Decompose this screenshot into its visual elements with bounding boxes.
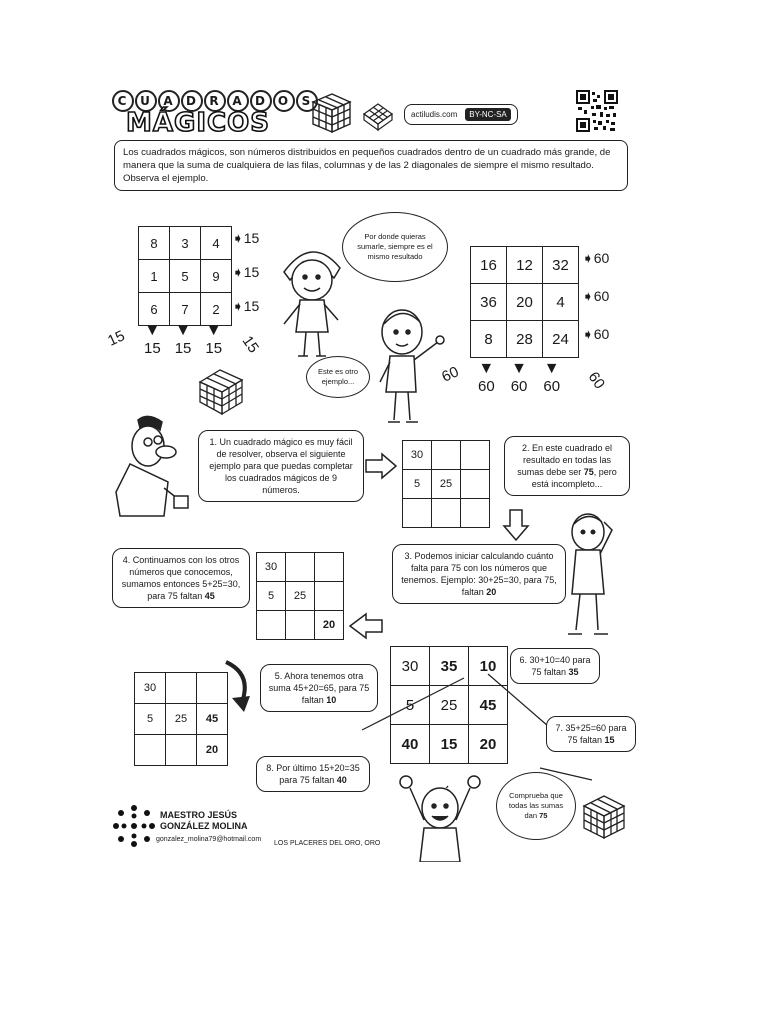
grid-cell (286, 611, 315, 640)
grid-row (257, 553, 344, 582)
step-text: 5. Ahora tenemos otra suma 45+20=65, para 75 faltan (268, 671, 370, 705)
step-result: 35 (568, 667, 579, 677)
grid-cell: 45 (197, 704, 228, 735)
grid-cell: 8 (139, 227, 170, 260)
title-letter: A (158, 90, 180, 112)
step-text: 2. En este cuadrado el resultado en todas las sumas debe ser (517, 443, 613, 477)
worksheet (105, 84, 632, 864)
grid-cell (432, 441, 461, 470)
grid-row (471, 284, 579, 321)
step-text: 6. 30+10=40 para 75 faltan (519, 655, 591, 677)
author-name (160, 810, 248, 832)
grid-cell: 5 (403, 470, 432, 499)
col-sums-15 (144, 322, 222, 357)
diag-sum-left: 60 (439, 363, 462, 386)
arrow-down-icon (502, 508, 530, 542)
speech-result: 75 (539, 811, 548, 820)
grid-row (471, 247, 579, 284)
grid-cell: 24 (543, 321, 579, 358)
col-sum: ▼ 15 (174, 322, 192, 357)
step-result: 10 (326, 695, 337, 705)
grid-cell (403, 499, 432, 528)
arrow-right-icon (364, 452, 398, 480)
step-text: 3. Podemos iniciar calculando cuánto falta para 75 con los números que tenemos. Ejemplo: 30+25=30, para 75, faltan (401, 551, 557, 597)
step-4-box (112, 548, 250, 608)
grid-cell (166, 735, 197, 766)
step-text: 7. 35+25=60 para 75 faltan (555, 723, 627, 745)
grid-cell: 40 (391, 725, 430, 764)
grid-cell: 7 (170, 293, 201, 326)
step-text: , pero está incompleto... (531, 467, 617, 489)
grid-cell: 5 (135, 704, 166, 735)
grid-cell: 12 (507, 247, 543, 284)
speech-bubble-boy (306, 356, 370, 398)
grid-cell: 5 (257, 582, 286, 611)
grid-cell: 25 (166, 704, 197, 735)
step-1-box: 1. Un cuadrado mágico es muy fácil de resolver, observa el siguiente ejemplo para que puedas completar los cuadrados mágicos de 9 números. (198, 430, 364, 502)
grid-cell: 25 (430, 686, 469, 725)
grid-cell (461, 499, 490, 528)
col-sum: ▼ 60 (510, 360, 528, 395)
step-result: 45 (204, 591, 215, 601)
grid-cell: 25 (286, 582, 315, 611)
grid-cell: 30 (135, 673, 166, 704)
step-result: 75 (583, 467, 594, 477)
speech-text: Comprueba que todas las sumas dan (508, 791, 564, 820)
step-2-box (504, 436, 630, 496)
step-text: 4. Continuamos con los otros números que conocemos, sumamos entonces 5+25=30, para 75 faltan (121, 555, 241, 601)
title-letter: U (135, 90, 157, 112)
grid-cell: 4 (543, 284, 579, 321)
grid-row (135, 673, 228, 704)
thinking-boy-illustration (558, 510, 620, 646)
row-sum: ➧15 (232, 230, 260, 246)
grid-cell (315, 582, 344, 611)
title-line2: MÁGICOS (126, 108, 270, 138)
row-sum: ➧15 (232, 264, 260, 280)
grid-cell: 5 (391, 686, 430, 725)
arrow-left-icon (348, 612, 384, 640)
speech-bubble-final (496, 772, 576, 840)
row-sums-15 (232, 230, 259, 332)
step-result: 40 (336, 775, 347, 785)
grid-cell: 8 (471, 321, 507, 358)
grid-row (403, 470, 490, 499)
grid-cell: 20 (315, 611, 344, 640)
title-letter: R (204, 90, 226, 112)
girl-illustration (274, 232, 350, 362)
grid-cell (135, 735, 166, 766)
col-sum: ▼ 15 (205, 322, 223, 357)
magic-square-step-4 (134, 672, 228, 766)
speech-text: Este es otro ejemplo... (317, 367, 359, 386)
row-sum: ➧60 (582, 250, 610, 266)
grid-cell (166, 673, 197, 704)
boy-illustration (372, 302, 448, 432)
grid-cell: 32 (543, 247, 579, 284)
grid-cell (286, 553, 315, 582)
step-text: 8. Por último 15+20=35 para 75 faltan (266, 763, 360, 785)
grid-cell: 30 (257, 553, 286, 582)
grid-cell: 1 (139, 260, 170, 293)
magic-square-60 (470, 246, 579, 358)
grid-cell: 10 (469, 647, 508, 686)
intro-paragraph: Los cuadrados mágicos, son números distribuidos en pequeños cuadrados dentro de un cuadrado más grande, de manera que la suma de cualquiera de las filas, columnas y de las 2 diagonales de siempre el mismo resultado. Observa el ejemplo. (114, 140, 628, 191)
row-sum: ➧60 (582, 288, 610, 304)
grid-row (471, 321, 579, 358)
grid-cell: 15 (430, 725, 469, 764)
grid-cell: 5 (170, 260, 201, 293)
title-letter: C (112, 90, 134, 112)
step-8-box (256, 756, 370, 792)
step-7-box (546, 716, 636, 752)
title-letter: S (296, 90, 318, 112)
row-sum: ➧60 (582, 326, 610, 342)
site-badge (404, 104, 518, 125)
grid-cell: 45 (469, 686, 508, 725)
grid-row (139, 227, 232, 260)
footer-tagline: LOS PLACERES DEL ORO, ORO (274, 840, 381, 847)
speech-text: Por donde quieras sumarle, siempre es el mismo resultado (357, 232, 433, 261)
teacher-illustration (108, 412, 194, 522)
grid-cell: 35 (430, 647, 469, 686)
col-sums-60 (478, 360, 560, 395)
author-logo-icon (112, 804, 156, 848)
rubik-cube-icon (578, 788, 632, 842)
step-3-box (392, 544, 566, 604)
diag-sum-right: 60 (584, 368, 609, 393)
grid-cell (432, 499, 461, 528)
rubik-cube-icon (194, 362, 250, 418)
grid-row (135, 704, 228, 735)
grid-row (257, 582, 344, 611)
grid-row (135, 735, 228, 766)
license-badge: BY-NC-SA (465, 108, 511, 121)
grid-row (257, 611, 344, 640)
step-result: 15 (604, 735, 615, 745)
diag-sum-left: 15 (105, 327, 128, 350)
author-line: GONZÁLEZ MOLINA (160, 821, 248, 831)
grid-row (403, 499, 490, 528)
grid-cell (461, 470, 490, 499)
magic-square-step-2 (402, 440, 490, 528)
magic-square-step-3 (256, 552, 344, 640)
grid-cell: 16 (471, 247, 507, 284)
rubik-cube-icon (308, 90, 354, 136)
grid-cell (315, 553, 344, 582)
author-email[interactable]: gonzalez_molina79@hotmail.com (156, 836, 262, 843)
site-link[interactable]: actiludis.com (411, 110, 458, 119)
grid-cell: 20 (507, 284, 543, 321)
row-sum: ➧15 (232, 298, 260, 314)
grid-cell: 20 (469, 725, 508, 764)
title-letter: D (250, 90, 272, 112)
grid-cell: 30 (403, 441, 432, 470)
rubik-cube-small-icon (360, 98, 396, 132)
grid-cell: 36 (471, 284, 507, 321)
grid-cell: 25 (432, 470, 461, 499)
title-letter: O (273, 90, 295, 112)
grid-cell: 2 (201, 293, 232, 326)
grid-cell (461, 441, 490, 470)
col-sum: ▼ 60 (478, 360, 495, 395)
step-6-box (510, 648, 600, 684)
grid-cell: 9 (201, 260, 232, 293)
grid-cell (197, 673, 228, 704)
author-line: MAESTRO JESÚS (160, 810, 238, 820)
cheering-kid-illustration (392, 772, 488, 862)
grid-row (139, 293, 232, 326)
grid-row (403, 441, 490, 470)
title-letter: D (181, 90, 203, 112)
grid-cell: 3 (170, 227, 201, 260)
speech-bubble-girl (342, 212, 448, 282)
grid-cell (257, 611, 286, 640)
grid-row (139, 260, 232, 293)
grid-cell: 20 (197, 735, 228, 766)
title-letter: A (227, 90, 249, 112)
grid-cell: 6 (139, 293, 170, 326)
magic-square-15 (138, 226, 232, 326)
grid-cell: 30 (391, 647, 430, 686)
grid-cell: 4 (201, 227, 232, 260)
col-sum: ▼ 60 (543, 360, 561, 395)
diag-sum-right: 15 (238, 332, 263, 357)
grid-cell: 28 (507, 321, 543, 358)
qr-code-icon (576, 90, 618, 132)
step-result: 20 (486, 587, 497, 597)
row-sums-60 (582, 250, 609, 364)
col-sum: ▼ 15 (144, 322, 161, 357)
